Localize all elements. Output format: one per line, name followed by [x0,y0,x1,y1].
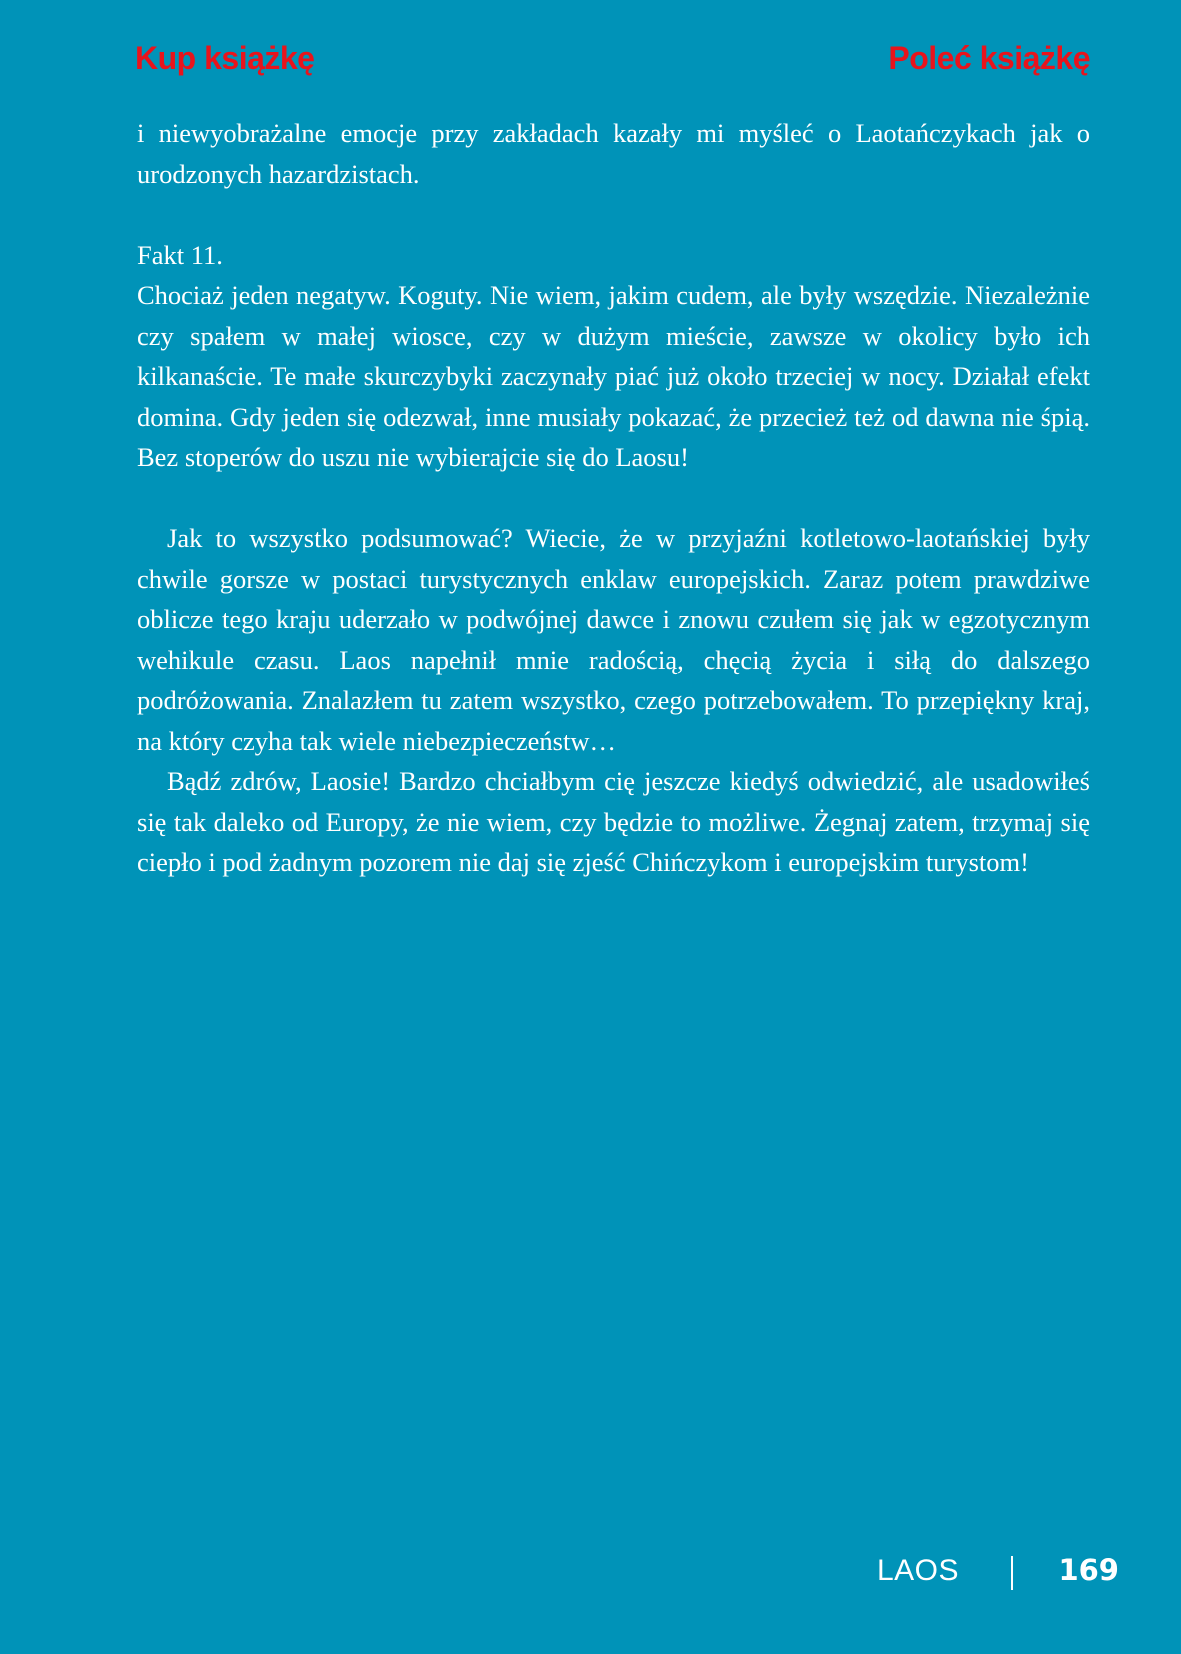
buy-book-link[interactable]: Kup książkę [135,40,315,76]
paragraph-continuation: i niewyobrażalne emocje przy zakładach kazały mi myśleć o Laotańczykach jak o urodzonych hazardzistach. [137,118,1090,189]
chapter-name: LAOS [876,1554,959,1587]
paragraph-farewell: Bądź zdrów, Laosie! Bardzo chciałbym cię jeszcze kiedyś odwiedzić, ale usadowiłeś się tak daleko od Europy, że nie wiem, czy będzie to możliwe. Żegnaj zatem, trzymaj się ciepło i pod żadnym pozorem nie daj się zjeść Chińczykom i europejskim turystom! [137,766,1090,877]
paragraph-summary: Jak to wszystko podsumować? Wiecie, że w przyjaźni kotletowo-laotańskiej były chwile gorsze w postaci turystycznych enklaw europejskich. Zaraz potem prawdziwe oblicze tego kraju uderzało w podwójnej dawce i znowu czułem się jak w egzotycznym wehikule czasu. Laos napełnił mnie radością, chęcią życia i siłą do dalszego podróżowania. Znalazłem tu zatem wszystko, czego potrzebowałem. To przepiękny kraj, na który czyha tak wiele niebezpieczeństw… [137,523,1090,756]
page-body [137,113,1090,883]
page-footer [0,1550,1181,1595]
paragraph-gap [137,194,1090,235]
fact-title: Fakt 11. [137,239,223,270]
paragraph-gap [137,478,1090,519]
paragraph-fact-11: Chociaż jeden negatyw. Koguty. Nie wiem, jakim cudem, ale były wszędzie. Niezależnie czy spałem w małej wiosce, czy w dużym mieście, zawsze w okolicy było ich kilkanaście. Te małe skurczybyki zaczynały piać już około trzeciej w nocy. Działał efekt domina. Gdy jeden się odezwał, inne musiały pokazać, że przecież też od dawna nie śpią. Bez stoperów do uszu nie wybierajcie się do Laosu! [137,280,1090,472]
page-number: 169 [1058,1553,1119,1587]
footer-divider [1011,1556,1013,1590]
recommend-book-link[interactable]: Poleć książkę [888,40,1090,76]
